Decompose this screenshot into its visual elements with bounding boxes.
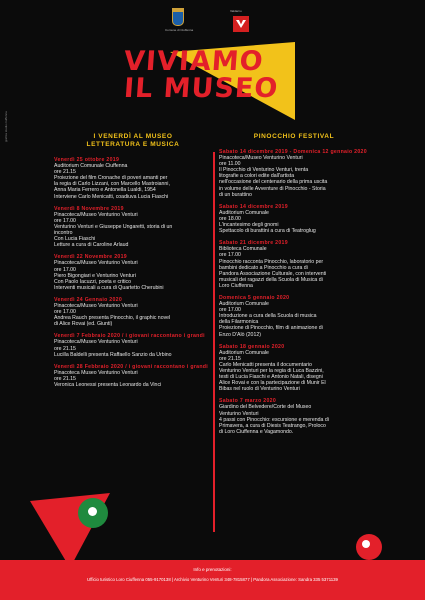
event-line: Il Pinocchio di Venturino Venturi, trenta [219,167,309,174]
right-column-heading: PINOCCHIO FESTIVAL [253,133,335,140]
event-line: in volume delle Avventure di Pinocchio - Storia [219,185,326,192]
event-item [54,364,212,388]
event-line: ore 21.15 [54,375,76,382]
event-line: Alice Rovai e con la partecipazione di Munir El [219,380,326,387]
event-item [219,398,369,435]
event-line: musicali dei ragazzi della Scuola di Musica di [219,276,323,283]
event-line: ore 11.00 [219,161,241,168]
event-line: Spettacolo di burattini a cura di Teatroglug [219,228,316,235]
event-date: Venerdì 25 ottobre 2019 [54,157,120,163]
event-date: Domenica 5 gennaio 2020 [219,294,290,301]
event-item [54,206,212,249]
event-line: ore 17.00 [54,309,76,316]
event-line: Auditorium Comunale [219,209,269,216]
white-dot-decoration [362,540,370,548]
event-item [219,204,369,234]
event-line: incontro [54,230,73,237]
event-item [54,157,212,200]
title-line-2: IL MUSEO [122,73,280,104]
event-line: ore 18.00 [219,215,241,222]
event-line: Auditorium Comunale Ciuffenna [54,163,128,170]
event-date: Venerdì 28 Febbraio 2020 / i giovani raccontano i grandi [54,363,209,370]
event-line: Pinacoteca Museo Venturino Venturi [54,369,138,376]
event-line: Interventi musicali a cura di Quartetto Cherubini [54,284,164,291]
event-line: Proiezione di Pinocchio, film di animazione di [219,325,323,332]
event-line: Venturino Venturi per la regia di Luca Bazzini, [219,368,324,374]
event-item [54,254,212,291]
event-line: Pinacoteca/Museo Venturino Venturi [54,302,138,309]
event-line: ore 17.00 [54,266,76,273]
event-date: Sabato 18 gennaio 2020 [219,343,285,350]
event-line: Con Paolo Iacuzzi, poeta e critico [54,278,131,285]
event-line: di Loro Ciuffenna e Vagamondo. [219,428,294,435]
event-line: Venturino Venturi [219,410,259,417]
event-item [54,297,212,327]
white-dot-decoration [88,507,97,516]
event-line: Veronica Leonessi presenta Leonardo da Vinci [54,382,162,388]
logos-bar [0,9,425,45]
event-line: Auditorium Comunale [219,301,269,308]
event-line: litografie a colori edite dall'artista [219,173,295,180]
event-line: Giardino del Belvedere/Corte del Museo [219,404,312,411]
event-line: Andrea Rauch presenta Pinocchio, il graphic novel [54,315,171,322]
event-line: la regia di Carlo Lizzani, con Marcello Mastroianni, [54,181,170,188]
event-line: Bibas nel ruolo di Venturino Venturi [219,386,300,393]
event-line: Pinacoteca/Museo Venturino Venturi [219,155,303,162]
side-credit: grafica studio ciuffenna [4,111,8,142]
title-line-1: VIVIAMO [122,46,265,77]
event-line: Auditorium Comunale [219,349,269,356]
event-item [54,333,212,357]
event-line: Pandora Associazione Culturale, con interventi [219,270,327,277]
event-date: Venerdì 24 Gennaio 2020 [54,296,123,303]
event-line: ore 21.15 [219,355,241,362]
event-line: Venturino Venturi e Giuseppe Ungaretti, storia di un [54,223,173,230]
event-line: Loro Ciuffenna [219,282,253,289]
event-line: 4 passi con Pinocchio: escursione e merenda di [219,416,329,423]
event-line: bambini dedicato a Pinocchio a cura di [219,264,308,271]
event-date: Venerdì 8 Novembre 2019 [54,205,124,212]
event-line: Proiezione del film Cronache di poveri amanti per [54,175,168,182]
right-events-list [219,149,369,435]
event-date: Sabato 14 dicembre 2019 - Domenica 12 gennaio 2020 [219,149,367,155]
event-line: ore 21.15 [54,169,76,176]
event-line: Enzo D'Alò (2012) [219,331,261,338]
event-line: testi di Lucia Fiaschi e Antonio Natali, disegni [219,374,323,381]
event-line: Pinocchio racconta Pinocchio, laboratorio per [219,258,324,265]
event-line: ore 17.00 [219,307,241,314]
column-divider [213,152,215,532]
event-line: Pinacoteca/Museo Venturino Venturi [54,339,138,346]
event-line: Piero Bigongiari e Venturino Venturi [54,272,136,279]
logo1-label: Comune di Ciuffenna [165,28,194,32]
event-line: di Alice Rovai (ed. Giunti) [54,321,113,328]
event-line: Anna Maria Ferrero e Antonella Lualdi, 1954 [54,187,156,194]
event-item [219,240,369,289]
event-date: Venerdì 7 Febbraio 2020 / i giovani raccontano i grandi [54,333,205,340]
event-date: Sabato 21 dicembre 2019 [219,240,288,247]
region-logo-icon [233,16,249,32]
event-item [219,149,369,198]
event-date: Sabato 14 dicembre 2019 [219,203,288,210]
left-subheading-text: LETTERATURA E MUSICA [86,141,180,148]
event-item [219,344,369,393]
event-line: ore 17.00 [54,217,76,224]
event-line: nell'occasione del centenario della prima uscita [219,179,328,186]
footer [0,560,425,600]
left-events-list [54,157,212,388]
right-column [219,133,369,441]
left-heading-text: I VENERDÌ AL MUSEO [93,133,173,140]
left-column-heading [54,133,212,149]
event-line: Con Lucia Fiaschi [54,236,96,243]
municipality-crest-icon [172,11,184,26]
event-line: Biblioteca Comunale [219,246,267,253]
event-line: Lucilla Baldelli presenta Raffaello Sanzio da Urbino [54,351,172,358]
event-line: ore 17.00 [219,252,241,259]
event-item [219,295,369,338]
event-line: della Filarmonica [219,319,259,326]
event-line: L'incantesimo degli gnomi [219,222,279,229]
event-date: Sabato 7 marzo 2020 [219,398,277,405]
event-line: Interviene Carlo Menicatti, coadiuva Lucia Fiaschi [54,193,169,200]
event-line: ore 21.15 [54,345,76,352]
event-line: Primavera, a cura di Diesis Teatrango, Proloco [219,422,326,429]
event-line: Introduzione a cura della Scuola di musica [219,313,317,320]
footer-contacts: Ufficio turistico Loro Ciuffenna 055-9170138 | Archivio Venturino Venturi 348-7815877 | Pandora Associazione: Sandra 335 5371139 [87,577,338,582]
event-date: Venerdì 22 Novembre 2019 [54,254,127,261]
event-line: Carlo Menicatti presenta il documentario [219,361,312,368]
red-circle-decoration [356,534,382,560]
left-column [54,133,212,394]
event-line: Pinacoteca/Museo Venturino Venturi [54,260,138,267]
logo2-label: Valdarno [230,9,242,13]
event-line: Pinacoteca/Museo Venturino Venturi [54,211,138,218]
poster-title [124,48,304,102]
event-line: Letture a cura di Caroline Arlaud [54,242,129,249]
footer-info: Info e prenotazioni: [193,567,232,572]
event-line: di un burattino [219,191,252,198]
